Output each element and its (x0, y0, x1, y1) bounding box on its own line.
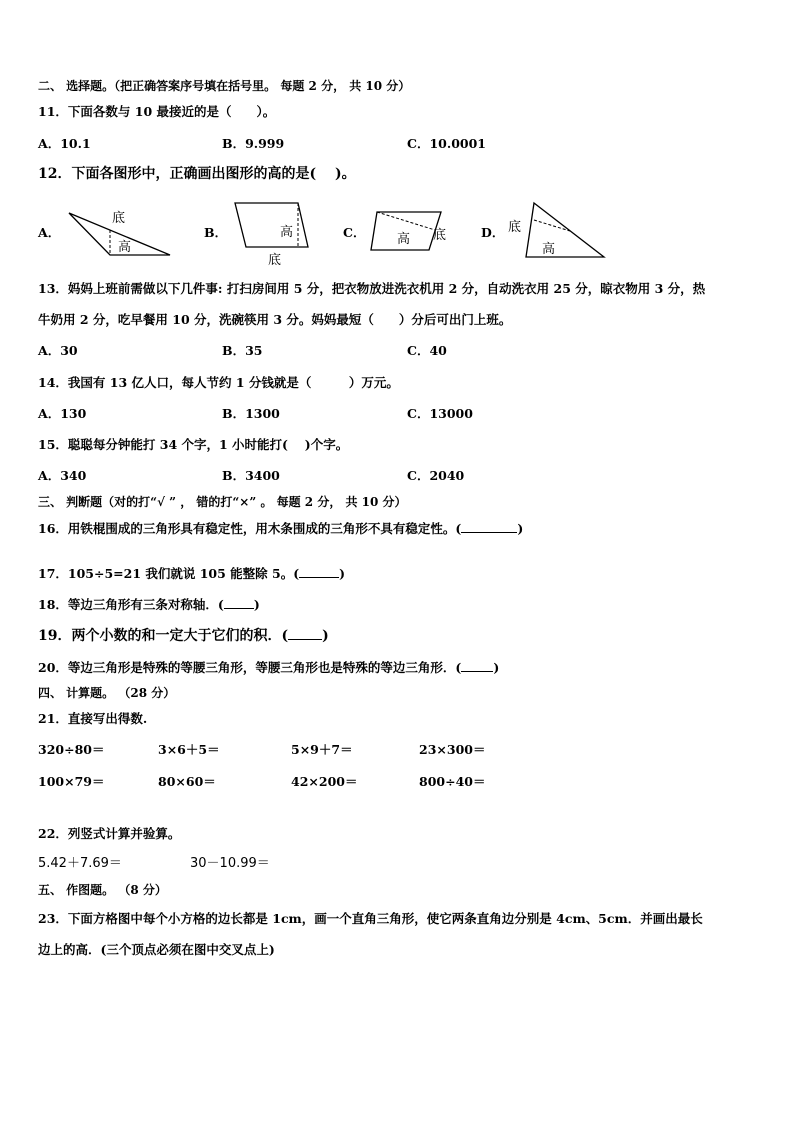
section-2-title: 二、 选择题。（把正确答案序号填在括号里。 每题 2 分， 共 10 分） (38, 79, 411, 93)
question-22: 22．列竖式计算并验算。 (38, 826, 181, 841)
q12-option-a: A． (38, 225, 61, 240)
fig-b-label-di: 底 (268, 253, 282, 268)
calc-item: 100×79＝ (38, 774, 105, 789)
q16-text: 16．用铁棍围成的三角形具有稳定性，用木条围成的三角形不具有稳定性。( (38, 521, 462, 536)
q19-close: ) (322, 628, 329, 644)
fig-d-label-gao: 高 (542, 242, 556, 257)
question-18 (38, 596, 260, 613)
q13-option-a: A．30 (38, 343, 78, 358)
q15-option-c: C．2040 (407, 468, 465, 483)
q18-close: ) (253, 597, 260, 612)
fig-b-label-gao: 高 (280, 225, 294, 240)
figure-a-triangle (66, 203, 174, 263)
question-23-line-1: 23．下面方格图中每个小方格的边长都是 1cm，画一个直角三角形，使它两条直角边分别是 4cm、5cm．并画出最长 (38, 911, 703, 926)
section-3-title: 三、 判断题（对的打“√ ” ， 错的打“×” 。 每题 2 分， 共 10 分） (38, 495, 407, 509)
figure-d-triangle (504, 200, 608, 264)
q11-option-c: C．10.0001 (407, 136, 486, 151)
q18-text: 18．等边三角形有三条对称轴．( (38, 597, 224, 612)
calc-item: 800÷40＝ (419, 774, 486, 789)
question-17 (38, 565, 345, 582)
question-23-line-2: 边上的高．(三个顶点必须在图中交叉点上) (38, 942, 275, 957)
q18-answer-blank[interactable] (224, 596, 254, 609)
q13-option-b: B．35 (222, 343, 263, 358)
calc-item: 80×60＝ (158, 774, 216, 789)
q16-close: ) (517, 521, 524, 536)
question-15: 15．聪聪每分钟能打 34 个字，1 小时能打( )个字。 (38, 437, 349, 452)
calc-item: 23×300＝ (419, 742, 486, 757)
q15-option-a: A．340 (38, 468, 87, 483)
calc-item: 320÷80＝ (38, 742, 105, 757)
figure-b-parallelogram (232, 200, 314, 272)
q19-answer-blank[interactable] (288, 627, 322, 640)
fig-c-label-di: 底 (433, 228, 447, 243)
vertical-calc-expr-1: 5.42＋7.69＝ (38, 856, 122, 871)
q17-close: ) (339, 566, 346, 581)
fig-c-label-gao: 高 (397, 232, 411, 247)
calc-item: 3×6＋5＝ (158, 742, 220, 757)
question-12: 12．下面各图形中，正确画出图形的高的是( )。 (38, 166, 356, 182)
q14-option-b: B．1300 (222, 406, 280, 421)
vertical-calc-expr-2: 30－10.99＝ (190, 856, 270, 871)
q20-text: 20．等边三角形是特殊的等腰三角形，等腰三角形也是特殊的等边三角形．( (38, 660, 462, 675)
q14-option-c: C．13000 (407, 406, 473, 421)
q12-option-d: D． (481, 225, 505, 240)
q11-option-a: A．10.1 (38, 136, 91, 151)
fig-d-label-di: 底 (508, 220, 522, 235)
q15-option-b: B．3400 (222, 468, 280, 483)
question-21: 21．直接写出得数. (38, 711, 148, 726)
calc-item: 42×200＝ (291, 774, 358, 789)
q13-option-c: C．40 (407, 343, 447, 358)
q19-text: 19．两个小数的和一定大于它们的积．( (38, 628, 289, 644)
question-16 (38, 520, 523, 537)
question-19 (38, 627, 329, 644)
q17-answer-blank[interactable] (299, 565, 339, 578)
q20-close: ) (493, 660, 500, 675)
q16-answer-blank[interactable] (461, 520, 517, 533)
question-14: 14．我国有 13 亿人口，每人节约 1 分钱就是（ ）万元。 (38, 375, 399, 390)
question-11: 11．下面各数与 10 最接近的是（ ）。 (38, 104, 276, 119)
q12-option-c: C． (343, 225, 366, 240)
q12-option-b: B． (204, 225, 228, 240)
q14-option-a: A．130 (38, 406, 87, 421)
q11-option-b: B．9.999 (222, 136, 285, 151)
section-5-title: 五、 作图题。 （8 分） (38, 883, 167, 897)
question-13-line-1: 13．妈妈上班前需做以下几件事: 打扫房间用 5 分，把衣物放进洗衣机用 2 分，自动洗衣用 25 分，晾衣物用 3 分，热 (38, 281, 706, 296)
q20-answer-blank[interactable] (461, 659, 493, 672)
q17-text: 17．105÷5=21 我们就说 105 能整除 5。( (38, 566, 300, 581)
fig-a-label-gao: 高 (118, 240, 132, 255)
section-4-title: 四、 计算题。 （28 分） (38, 686, 176, 700)
question-13-line-2: 牛奶用 2 分，吃早餐用 10 分，洗碗筷用 3 分。妈妈最短（ ）分后可出门上班。 (38, 312, 512, 327)
question-20 (38, 659, 499, 676)
calc-item: 5×9＋7＝ (291, 742, 353, 757)
figure-c-parallelogram (369, 208, 453, 258)
fig-a-label-di: 底 (112, 211, 126, 226)
